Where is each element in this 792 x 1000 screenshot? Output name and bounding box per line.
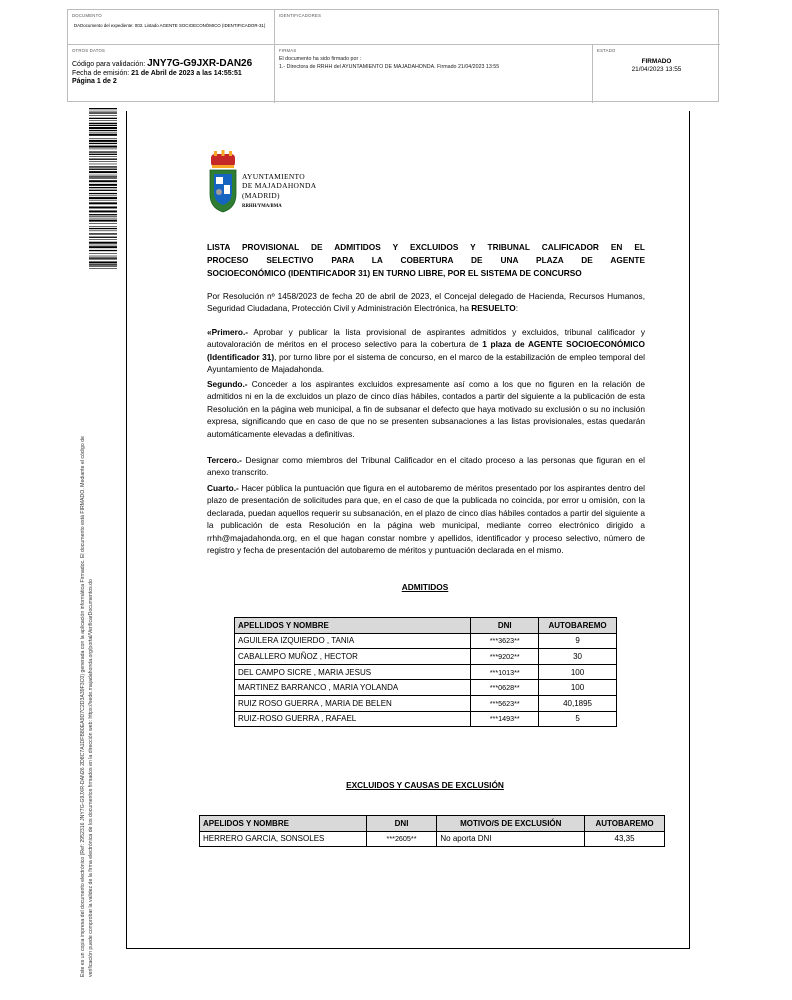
barcode-bar [89,256,117,257]
barcode-bar [89,108,117,109]
barcode-bar [89,202,117,204]
barcode-bar [89,187,117,188]
firmas-line-2: 1.- Directora de RRHH del AYUNTAMIENTO DE MAJADAHONDA. Firmado 21/04/2023 13:55 [279,63,500,70]
barcode-bar [89,171,117,173]
primero-label: «Primero.- [207,327,249,337]
barcode-bar [89,228,117,229]
otros-caption: OTROS DATOS [72,48,106,53]
barcode-bar [89,184,117,186]
resuelto-label: RESUELTO [471,303,516,314]
barcode-bar [89,176,117,177]
barcode-bar [89,151,117,152]
barcode-bar [89,246,117,248]
intro-paragraph: Por Resolución nº 1458/2023 de fecha 20 de abril de 2023, el Concejal delegado de Hacienda, Recursos Humanos, Seguridad Ciudadana, Protección Civil y Administración Electrónica, ha RESUELTO: [207,291,645,314]
org-line-1: AYUNTAMIENTO [242,172,305,181]
barcode-bar [89,134,117,136]
column-header: APELLIDOS Y NOMBRE [235,618,471,634]
organization-name [242,172,316,200]
barcode-bar [89,146,117,148]
barcode-bar [89,216,117,217]
table-row: CABALLERO MUÑOZ , HECTOR ***9202** 30 [235,649,617,665]
barcode-bar [89,237,117,238]
barcode-bar [89,258,117,259]
validation-code: JNY7G-G9JXR-DAN26 [147,58,253,69]
barcode-bar [89,154,117,155]
column-header: DNI [471,618,539,634]
barcode-bar [89,233,117,234]
barcode-bar [89,120,117,121]
estado-date: 21/04/2023 13:55 [631,66,682,73]
barcode-bar [89,193,117,194]
barcode-bar [89,264,117,265]
column-header: AUTOBAREMO [539,618,617,634]
paragraph-primero: «Primero.- Aprobar y publicar la lista provisional de aspirantes admitidos y excluidos, tribunal calificador y autovaloración de méritos en el proceso selectivo para la cobertura de 1 plaza de AGENTE SOCIOECONÓMICO (Identificador 31), por turno libre por el sistema de concurso, en el marco de la estabilización de empleo temporal del Ayuntamiento de Majadahonda. [207,327,645,375]
table-row: RUIZ ROSO GUERRA , MARIA DE BELEN ***5623** 40,1895 [235,695,617,711]
table-row: HERRERO GARCIA, SONSOLES ***2605** No aporta DNI 43,35 [200,831,665,847]
barcode-bar [89,253,117,254]
estado-caption: ESTADO [597,48,616,53]
barcode-bar [89,231,117,232]
barcode-bar [89,140,117,142]
barcode-bar [89,242,117,244]
barcode-bar [89,197,117,199]
table-row: DEL CAMPO SICRE , MARIA JESUS ***1013** 100 [235,664,617,680]
barcode-bar [89,169,117,170]
estado-cell [593,45,720,103]
barcode-bar [89,257,117,258]
side-text-line-2: verificación puede comprobar la validez de la firma electrónica de los documentos firmados en la dirección web: https://sede.majadahonda.org/portal/VerificarDocumentos.do [87,579,94,977]
documento-caption: DOCUMENTO [72,13,102,18]
barcode-bar [89,125,117,126]
barcode-bar [89,210,117,212]
barcode-bar [89,180,117,182]
title-line-3: SOCIOECONÓMICO (IDENTIFICADOR 31) EN TURNO LIBRE, POR EL SISTEMA DE CONCURSO [207,268,582,278]
barcode-bar [89,112,117,113]
barcode-bar [89,220,117,222]
otros-datos-cell [68,45,275,103]
column-header: APELIDOS Y NOMBRE [200,816,367,832]
excluidos-table [199,815,665,847]
admitidos-header-row [235,618,617,634]
verification-side-text [80,302,95,977]
document-title [207,241,645,280]
firmas-caption: FIRMAS [279,48,297,53]
barcode-bar [89,130,117,131]
barcode-bar [89,149,117,150]
barcode-bar [89,123,117,124]
department-code: RRHH/YMA/BMA [242,204,282,209]
cuarto-label: Cuarto.- [207,483,239,493]
barcode-bar [89,178,117,179]
barcode-bar [89,245,117,246]
barcode-bar [89,223,117,224]
barcode-bar [89,138,117,139]
barcode-bar [89,161,117,162]
paragraph-cuarto: Cuarto.- Hacer pública la puntuación que figura en el autobaremo de méritos presentado por los aspirantes dentro del plazo de presentación de solicitudes para que, en el caso de que la publicada no coincida, por error u omisión, con la declarada, puedan aquellos requerir su subsanación, en el plazo de cinco días hábiles contados a partir del siguiente a la publicación de esta Resolución en la página web municipal, mediante correo electrónico dirigido a rrhh@majadahonda.org, en el que hagan constar nombre y apellidos, identificador y proceso selectivo, número de registro y fecha de presentación del autobaremo de méritos y puntuación declarada en el mismo. [207,483,645,556]
barcode-bar [89,196,117,197]
firmas-line-1: El documento ha sido firmado por : [279,56,362,62]
barcode-bar [89,175,117,176]
admitidos-heading: ADMITIDOS [401,582,449,592]
table-row: MARTINEZ BARRANCO , MARIA YOLANDA ***0628** 100 [235,680,617,696]
title-line-1: LISTA PROVISIONAL DE ADMITIDOS Y EXCLUIDOS Y TRIBUNAL CALIFICADOR EN EL [207,242,645,252]
barcode-bar [89,159,117,160]
barcode-bar [89,166,117,167]
barcode-bar [89,200,117,201]
barcode-bar [89,143,117,144]
paragraph-segundo: Segundo.- Conceder a los aspirantes excluidos expresamente así como a los que no figuren en la relación de admitidos ni en la de excluidos un plazo de cinco días hábiles, contados a partir del siguiente a la publicación de esta Resolución en la página web municipal, a fin de subsanar el defecto que haya motivado su exclusión o su no inclusión expresa, significando que en caso de que no se presenten subsanaciones a las listas provisionales, estas quedarán automáticamente elevadas a definitivas. [207,379,645,439]
barcode-bar [89,190,117,191]
side-text-line-1: Este es un copia impresa del documento electrónico (Ref: 2952316 JNY7G-G9JXR-DAN26 2D8C7A1DFB80EA9D7C2D3A39F3C0) generada con la aplicación informática Firmadoc. El documento está FIRMADO. Mediante el código de [80,436,86,977]
page-indicator: Página 1 de 2 [72,78,117,85]
barcode-bar [89,111,117,112]
barcode-bar [89,118,117,119]
barcode-bar [89,133,117,134]
emission-value: 21 de Abril de 2023 a las 14:55:51 [131,69,242,77]
barcode-bar [89,206,117,208]
barcode-bar [89,156,117,157]
org-line-2: DE MAJADAHONDA [242,181,317,191]
table-row: AGUILERA IZQUIERDO , TANIA ***3623** 9 [235,633,617,649]
barcode-bar [89,214,117,215]
barcode-bar [89,164,117,165]
segundo-label: Segundo.- [207,379,248,389]
column-header: AUTOBAREMO [585,816,665,832]
barcode-bar [89,261,117,263]
column-header: MOTIVO/S DE EXCLUSIÓN [437,816,585,832]
estado-value: FIRMADO [641,58,672,65]
barcode-bar [89,239,117,240]
validation-label: Código para validación: [72,61,146,68]
barcode-bar [89,266,117,267]
documento-cell [68,10,275,45]
identificadores-cell [275,10,720,45]
table-row: RUIZ-ROSO GUERRA , RAFAEL ***1493** 5 [235,711,617,727]
tercero-label: Tercero.- [207,455,242,465]
plaza-bold: 1 plaza de AGENTE SOCIOECONÓMICO (Identificador 31) [207,339,645,362]
column-header: DNI [366,816,437,832]
emission-label: Fecha de emisión: [72,69,130,77]
title-line-2: PROCESO SELECTIVO PARA LA COBERTURA DE UNA PLAZA DE AGENTE [207,255,645,265]
barcode-bar [89,127,117,129]
admitidos-table [234,617,617,727]
barcode-bar [89,115,117,116]
excluidos-heading: EXCLUIDOS Y CAUSAS DE EXCLUSIÓN [346,780,504,790]
barcode-bar [89,218,117,219]
documento-description: DADocumento del expediente: 003. Listado AGENTE SOCIOECONÓMICO (IDENTIFICADOR-31) [74,23,266,28]
barcode-bar [89,226,117,227]
paragraph-tercero: Tercero.- Designar como miembros del Tribunal Calificador en el citado proceso a las personas que figuran en el anexo transcrito. [207,455,645,478]
barcode-bar [89,250,117,251]
barcode-image [89,108,117,270]
org-line-3: (MADRID) [242,190,280,200]
barcode-bar [89,268,117,269]
document-header [67,9,719,102]
coat-of-arms-logo [207,150,239,214]
identificadores-caption: IDENTIFICADORES [279,13,322,18]
excluidos-header-row [200,816,665,832]
firmas-cell [275,45,593,103]
